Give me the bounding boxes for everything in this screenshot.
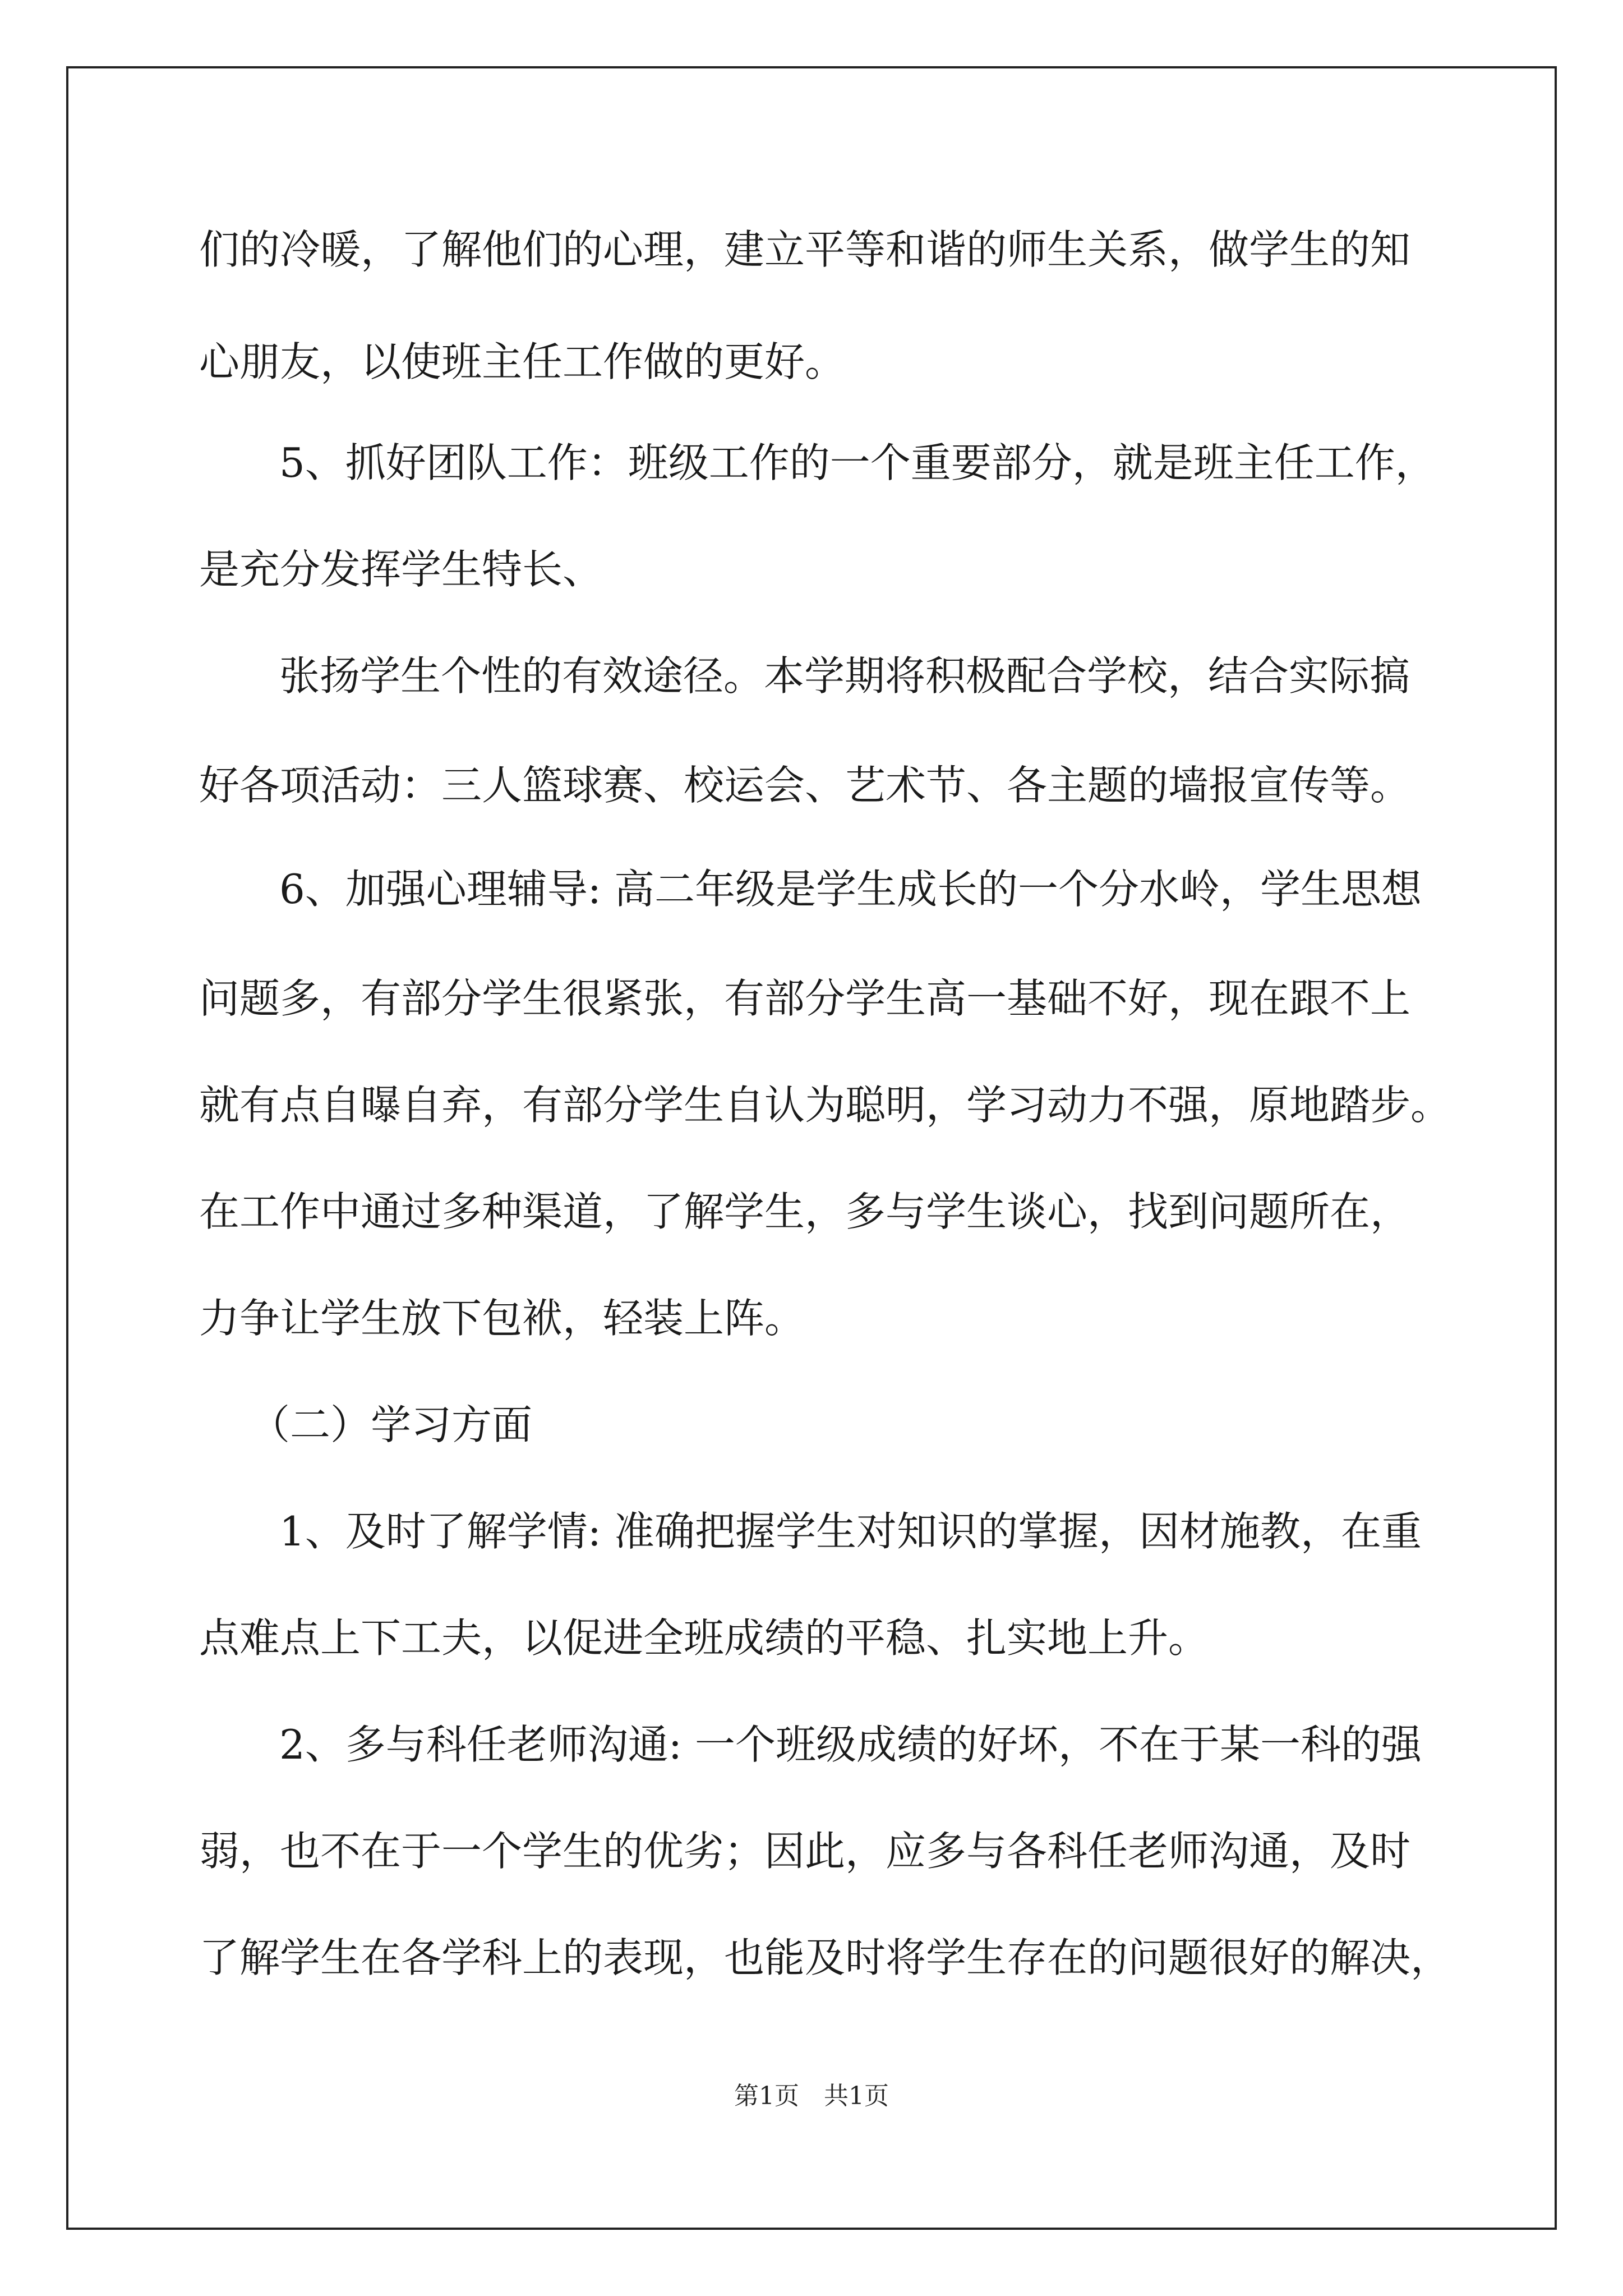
- text-line: 了解学生在各学科上的表现，也能及时将学生存在的问题很好的解决，: [199, 1934, 1451, 1981]
- text-line: 张扬学生个性的有效途径。本学期将积极配合学校，结合实际搞: [279, 652, 1410, 700]
- page-footer: 第1页 共1页: [734, 2082, 889, 2110]
- text-line: 2、多与科任老师沟通: 一个班级成绩的好坏，不在于某一科的强: [279, 1721, 1422, 1768]
- text-line: 点难点上下工夫，以促进全班成绩的平稳、扎实地上升。: [199, 1614, 1209, 1662]
- page-border: [66, 66, 1557, 2230]
- text-line: 问题多，有部分学生很紧张，有部分学生高一基础不好，现在跟不上: [199, 975, 1411, 1022]
- text-line: 就有点自曝自弃，有部分学生自认为聪明，学习动力不强，原地踏步。: [199, 1082, 1451, 1129]
- text-line: 心朋友，以使班主任工作做的更好。: [199, 338, 846, 385]
- text-line: 弱，也不在于一个学生的优劣；因此，应多与各科任老师沟通，及时: [199, 1828, 1411, 1875]
- text-line: 5、抓好团队工作：班级工作的一个重要部分，就是班主任工作，: [279, 439, 1436, 486]
- text-line: 在工作中通过多种渠道，了解学生，多与学生谈心，找到问题所在，: [199, 1188, 1411, 1235]
- text-line: 好各项活动：三人篮球赛、校运会、艺术节、各主题的墙报宣传等。: [199, 762, 1411, 809]
- text-line: 6、加强心理辅导: 高二年级是学生成长的一个分水岭，学生思想: [279, 866, 1422, 913]
- text-line: 是充分发挥学生特长、: [199, 546, 603, 593]
- text-line: 1、及时了解学情: 准确把握学生对知识的掌握，因材施教，在重: [279, 1508, 1422, 1555]
- text-line: 力争让学生放下包袱，轻装上阵。: [199, 1295, 805, 1342]
- text-line: 们的冷暖，了解他们的心理，建立平等和谐的师生关系，做学生的知: [199, 226, 1411, 273]
- section-heading: （二）学习方面: [250, 1401, 533, 1448]
